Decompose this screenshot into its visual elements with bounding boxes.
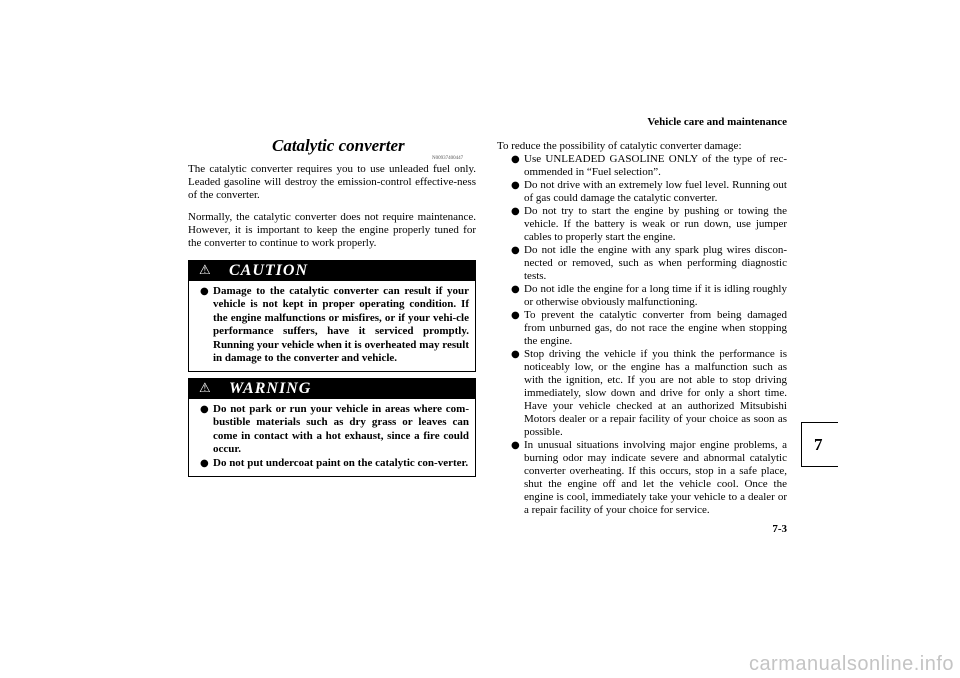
warning-item: ● Do not park or run your vehicle in areas where com-bustible materials such as dry grass or leaves can come in contact with a hot exhaust, since a fire could occur.	[200, 403, 469, 456]
caution-item: ● Damage to the catalytic converter can result if your vehicle is not kept in proper operating condition. If the engine malfunctions or misfires, or if your vehi-cle performance suffers, have it serviced promptly. Running your vehicle when it is overheated may result in damage to the converter and vehicle.	[200, 285, 469, 365]
warning-header	[189, 379, 475, 399]
bullet-icon: ●	[200, 404, 209, 415]
list-item: ● Do not drive with an extremely low fuel level. Running out of gas could damage the catalytic converter.	[511, 179, 787, 204]
warning-triangle-icon: ⚠	[199, 381, 211, 396]
caution-label: CAUTION	[229, 262, 309, 279]
bullet-icon: ●	[200, 457, 209, 469]
right-intro: To reduce the possibility of catalytic converter damage:	[497, 140, 742, 152]
bullet-icon: ●	[511, 310, 520, 321]
header-title: Vehicle care and maintenance	[647, 116, 787, 128]
watermark: carmanualsonline.info	[748, 653, 954, 675]
bullet-icon: ●	[511, 245, 520, 256]
warning-label: WARNING	[229, 380, 312, 397]
caution-header	[189, 261, 475, 281]
bullet-icon: ●	[511, 349, 520, 360]
chapter-number: 7	[814, 435, 823, 454]
warning-item: ● Do not put undercoat paint on the catalytic con-verter.	[200, 456, 469, 469]
bullet-icon: ●	[511, 440, 520, 451]
bullet-icon: ●	[511, 154, 520, 165]
list-item: ● Stop driving the vehicle if you think the performance is noticeably low, or the engine has a malfunction such as with the ignition, etc. If you are not able to stop driving immediately, slow down and drive for only a short time. Have your vehicle checked at an authorized Mitsubishi Motors dealer or a repair facility of your choice as soon as possible.	[511, 348, 787, 438]
list-item: ● Do not idle the engine with any spark plug wires discon-nected or removed, such as when performing diagnostic tests.	[511, 244, 787, 282]
list-item: ● In unusual situations involving major engine problems, a burning odor may indicate severe and abnormal catalytic converter overheating. If this occurs, stop in a safe place, shut the engine off and let the vehicle cool. Once the engine is cool, immediately take your vehicle to a dealer or a repair facility of your choice for service.	[511, 439, 787, 516]
bullet-icon: ●	[511, 180, 520, 191]
caution-box	[188, 260, 476, 372]
bullet-icon: ●	[200, 286, 209, 297]
bullet-icon: ●	[511, 284, 520, 295]
list-item: ● Do not try to start the engine by pushing or towing the vehicle. If the battery is weak or run down, use jumper cables to properly start the engine.	[511, 205, 787, 243]
warning-body	[189, 399, 475, 476]
warning-box	[188, 378, 476, 477]
bullet-icon: ●	[511, 206, 520, 217]
section-title: Catalytic converter	[272, 136, 405, 155]
damage-prevention-list	[506, 153, 787, 517]
list-item: ● Do not idle the engine for a long time if it is idling roughly or otherwise obviously malfunctioning.	[511, 283, 787, 308]
chapter-tab	[801, 422, 838, 467]
list-item: ● Use UNLEADED GASOLINE ONLY of the type of rec-ommended in “Fuel selection”.	[511, 153, 787, 178]
section-code: N00937400447	[432, 156, 464, 161]
list-item: ● To prevent the catalytic converter from being damaged from unburned gas, do not race the engine when stopping the engine.	[511, 309, 787, 347]
intro-paragraph-2: Normally, the catalytic converter does not require maintenance. However, it is important to keep the engine properly tuned for the converter to continue to work properly.	[188, 211, 476, 249]
caution-body	[189, 281, 475, 371]
intro-paragraph-1: The catalytic converter requires you to use unleaded fuel only. Leaded gasoline will destroy the emission-control effective-ness of the converter.	[188, 163, 476, 201]
page-number: 7-3	[772, 523, 787, 535]
warning-triangle-icon: ⚠	[199, 263, 211, 278]
